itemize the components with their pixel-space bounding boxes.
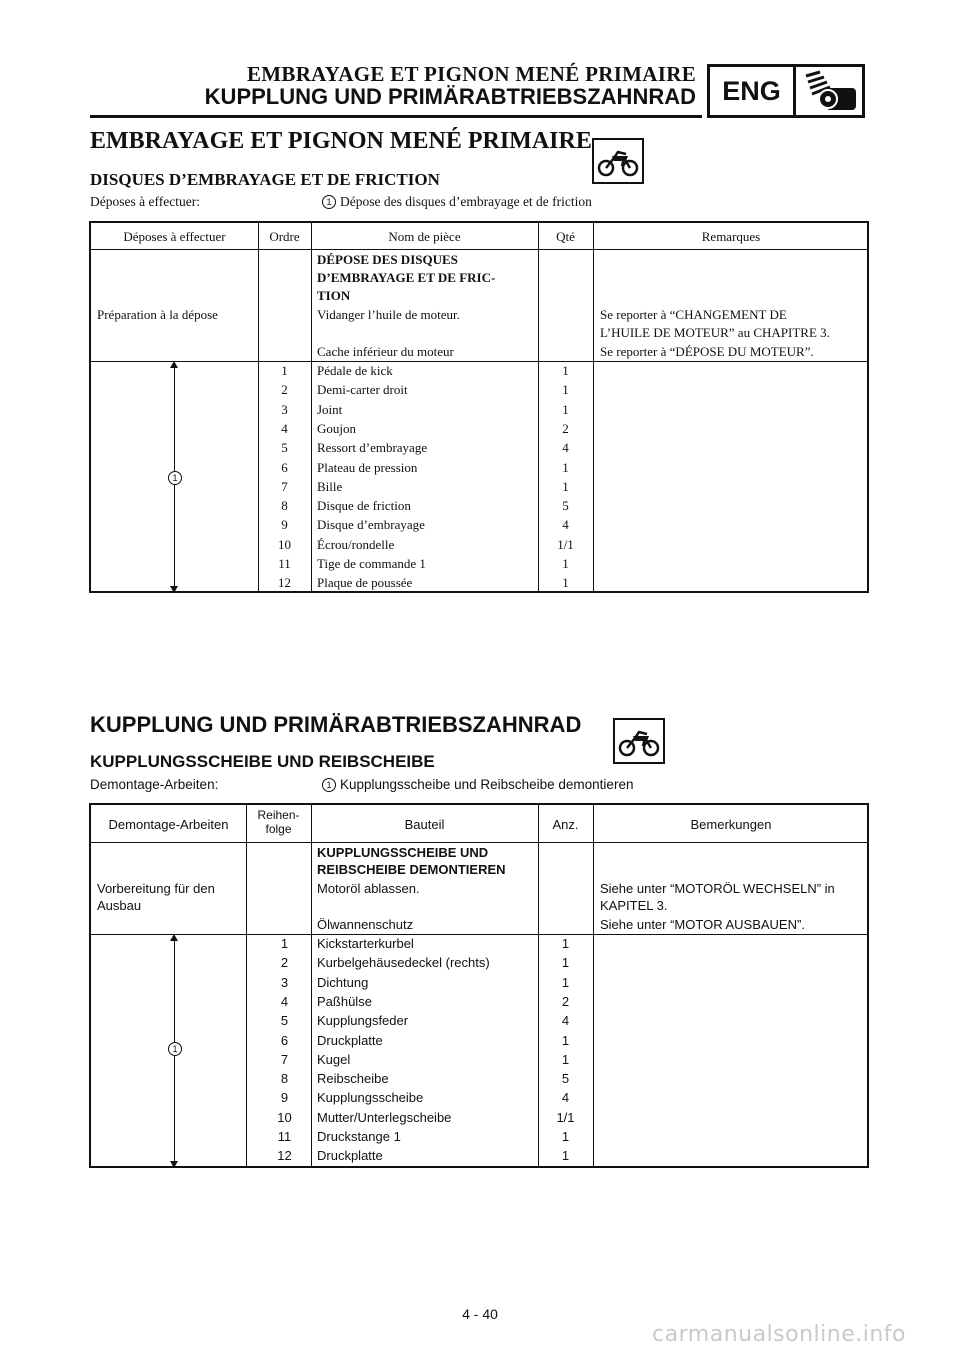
- row-qty: 2: [562, 420, 569, 436]
- row-order: 2: [281, 382, 288, 398]
- row-order: 9: [281, 517, 288, 533]
- prep-heading: D’EMBRAYAGE ET DE FRIC-: [317, 270, 496, 285]
- intro-fr: [90, 194, 592, 210]
- col-header: Bauteil: [404, 817, 445, 832]
- row-order: 6: [280, 1032, 289, 1048]
- row-name: Mutter/Unterlegscheibe: [317, 1109, 452, 1125]
- col-header: Anz.: [552, 817, 579, 832]
- intro-label-fr: Déposes à effectuer:: [90, 194, 200, 209]
- row-qty: 1: [561, 936, 570, 951]
- row-name: Disque d’embrayage: [317, 517, 425, 533]
- row-order: 5: [280, 1013, 289, 1029]
- page-number: 4 - 40: [462, 1306, 498, 1322]
- row-name: Joint: [317, 401, 343, 417]
- col-header: Bemerkungen: [690, 817, 772, 832]
- header-title-fr: EMBRAYAGE ET PIGNON MENÉ PRIMAIRE: [246, 62, 696, 86]
- col-header: Demontage-Arbeiten: [108, 817, 229, 832]
- prep-remark: L’HUILE DE MOTEUR” au CHAPITRE 3.: [600, 325, 830, 340]
- row-qty: 1: [561, 955, 570, 971]
- row-qty: 1: [561, 974, 570, 990]
- col-header: Qté: [556, 229, 575, 244]
- row-qty: 1: [562, 459, 569, 475]
- intro-label-de: Demontage-Arbeiten:: [90, 777, 219, 792]
- row-order: 1: [280, 936, 289, 951]
- row-qty: 5: [561, 1071, 570, 1087]
- row-qty: 1: [561, 1129, 570, 1144]
- prep-remark: Siehe unter “MOTOR AUSBAUEN”.: [600, 917, 805, 932]
- prep-step: Cache inférieur du moteur: [317, 344, 454, 359]
- prep-heading: DÉPOSE DES DISQUES: [317, 252, 458, 267]
- eng-badge: [707, 64, 865, 118]
- row-name: Pédale de kick: [317, 363, 393, 378]
- row-order: 12: [277, 1148, 292, 1164]
- row-order: 2: [280, 955, 289, 971]
- col-header: Remarques: [701, 229, 761, 244]
- intro-de: [90, 777, 633, 792]
- eng-badge-label: ENG: [710, 67, 796, 115]
- row-name: Demi-carter droit: [317, 382, 408, 398]
- row-qty: 5: [562, 498, 569, 514]
- row-order: 8: [281, 498, 288, 514]
- row-name: Dichtung: [317, 974, 369, 990]
- row-order: 10: [278, 536, 291, 552]
- prep-remark: KAPITEL 3.: [600, 898, 668, 913]
- prep-remark: Siehe unter “MOTORÖL WECHSELN” in: [600, 881, 835, 896]
- subtitle-de: KUPPLUNGSSCHEIBE UND REIBSCHEIBE: [90, 752, 435, 771]
- row-qty: 1: [562, 575, 569, 591]
- row-qty: 1: [562, 401, 569, 417]
- watermark: carmanualsonline.info: [652, 1322, 906, 1347]
- row-qty: 1: [562, 556, 569, 571]
- row-name: Druckstange 1: [317, 1129, 401, 1144]
- prep-heading: REIBSCHEIBE DEMONTIEREN: [317, 862, 506, 877]
- prep-step: Motoröl ablassen.: [317, 881, 420, 896]
- row-name: Kurbelgehäusedeckel (rechts): [317, 955, 490, 971]
- row-name: Ressort d’embrayage: [317, 440, 428, 456]
- row-name: Paßhülse: [317, 993, 372, 1009]
- row-name: Kupplungsscheibe: [317, 1090, 424, 1106]
- engine-spring-icon: [796, 67, 862, 115]
- row-order: 11: [277, 1129, 292, 1144]
- row-name: Tige de commande 1: [317, 556, 426, 571]
- row-order: 5: [281, 440, 288, 456]
- row-qty: 1/1: [557, 536, 574, 552]
- prep-step: Ölwannenschutz: [317, 917, 414, 932]
- row-name: Kickstarterkurbel: [317, 936, 414, 951]
- row-order: 6: [281, 459, 288, 475]
- row-qty: 1: [562, 478, 569, 494]
- subtitle-fr: DISQUES D’EMBRAYAGE ET DE FRICTION: [90, 170, 440, 189]
- row-name: Kupplungsfeder: [317, 1013, 409, 1029]
- col-header: folge: [265, 822, 292, 836]
- row-qty: 1: [561, 1051, 570, 1067]
- prep-heading: TION: [317, 288, 351, 303]
- prep-heading: KUPPLUNGSSCHEIBE UND: [317, 845, 489, 860]
- row-order: 9: [280, 1090, 289, 1106]
- step-marker: 1: [322, 778, 336, 792]
- prep-remark: Se reporter à “CHANGEMENT DE: [600, 307, 787, 322]
- row-name: Goujon: [317, 420, 356, 436]
- row-order: 4: [281, 420, 288, 436]
- row-name: Bille: [317, 478, 343, 494]
- motorcycle-icon: [592, 138, 644, 184]
- prep-remark: Se reporter à “DÉPOSE DU MOTEUR”.: [600, 344, 814, 359]
- section-title-fr: EMBRAYAGE ET PIGNON MENÉ PRIMAIRE: [90, 128, 592, 154]
- row-order: 3: [281, 401, 288, 417]
- row-order: 4: [280, 993, 289, 1009]
- row-order: 3: [280, 974, 289, 990]
- prep-label: Ausbau: [97, 898, 142, 913]
- row-name: Kugel: [317, 1051, 351, 1067]
- prep-step: Vidanger l’huile de moteur.: [317, 307, 460, 322]
- range-marker: 1: [168, 1042, 182, 1056]
- removal-table-de: [89, 803, 869, 1168]
- row-order: 10: [277, 1109, 292, 1125]
- motorcycle-icon: [613, 718, 665, 764]
- col-header: Nom de pièce: [388, 229, 461, 244]
- header-rule: [90, 115, 702, 118]
- row-order: 7: [281, 478, 288, 494]
- step-marker: 1: [322, 195, 336, 209]
- range-marker: 1: [168, 471, 182, 485]
- row-qty: 4: [561, 1013, 570, 1029]
- row-name: Disque de friction: [317, 498, 411, 514]
- row-order: 8: [280, 1071, 289, 1087]
- row-name: Plaque de poussée: [317, 575, 413, 591]
- col-header: Reihen-: [257, 808, 300, 822]
- section-title-de: KUPPLUNG UND PRIMÄRABTRIEBSZAHNRAD: [90, 712, 582, 737]
- row-qty: 1/1: [556, 1109, 575, 1125]
- row-name: Écrou/rondelle: [317, 536, 395, 552]
- row-order: 7: [280, 1051, 289, 1067]
- row-name: Druckplatte: [317, 1148, 383, 1164]
- row-name: Reibscheibe: [317, 1071, 389, 1087]
- row-qty: 1: [561, 1032, 570, 1048]
- col-header: Déposes à effectuer: [123, 229, 226, 244]
- intro-text-de: Kupplungsscheibe und Reibscheibe demontieren: [340, 777, 634, 792]
- row-name: Druckplatte: [317, 1032, 383, 1048]
- row-order: 12: [278, 575, 291, 591]
- header-title-de: KUPPLUNG UND PRIMÄRABTRIEBSZAHNRAD: [204, 84, 696, 109]
- row-qty: 4: [562, 440, 569, 456]
- row-order: 1: [281, 363, 288, 378]
- row-qty: 1: [562, 382, 569, 398]
- row-order: 11: [278, 556, 291, 571]
- intro-text-fr: Dépose des disques d’embrayage et de friction: [340, 194, 592, 209]
- removal-table-fr: [89, 221, 869, 593]
- prep-label: Vorbereitung für den: [97, 881, 215, 896]
- row-qty: 2: [561, 993, 570, 1009]
- row-qty: 1: [562, 363, 569, 378]
- row-name: Plateau de pression: [317, 459, 418, 475]
- prep-label: Préparation à la dépose: [97, 307, 218, 322]
- row-qty: 4: [562, 517, 569, 533]
- row-qty: 1: [561, 1148, 570, 1164]
- row-qty: 4: [561, 1090, 570, 1106]
- col-header: Ordre: [269, 229, 300, 244]
